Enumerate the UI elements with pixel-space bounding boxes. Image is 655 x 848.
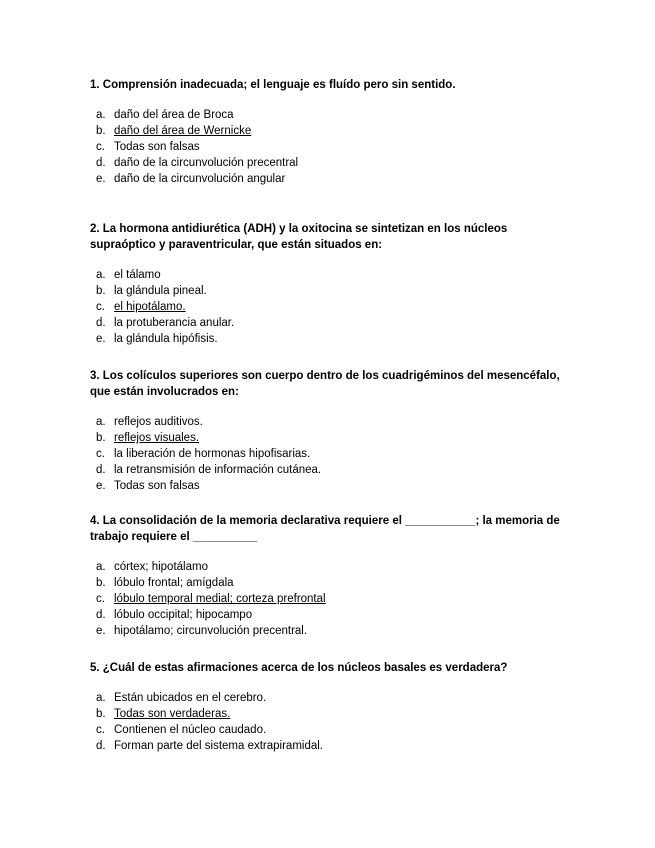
option-text: reflejos auditivos. — [114, 416, 203, 428]
question-text: 3. Los colículos superiores son cuerpo dentro de los cuadrigéminos del mesencéfalo, que están involucrados en: — [90, 370, 560, 398]
option-item — [90, 706, 560, 722]
option-letter: b. — [96, 708, 106, 720]
option-text: la protuberancia anular. — [114, 317, 235, 329]
option-letter: d. — [96, 464, 106, 476]
option-text: lóbulo frontal; amígdala — [114, 577, 234, 589]
option-letter: a. — [96, 416, 106, 428]
option-letter: a. — [96, 109, 106, 121]
option-text: daño del área de Broca — [114, 109, 234, 121]
question-2 — [90, 221, 560, 347]
option-list — [90, 690, 560, 754]
option-text: Forman parte del sistema extrapiramidal. — [114, 740, 323, 752]
option-text: la glándula pineal. — [114, 285, 207, 297]
option-item — [90, 559, 560, 575]
option-item — [90, 267, 560, 283]
option-item — [90, 171, 560, 187]
question-3 — [90, 368, 560, 494]
question-4 — [90, 513, 560, 639]
option-text: la retransmisión de información cutánea. — [114, 464, 322, 476]
option-item — [90, 591, 560, 607]
option-letter: e. — [96, 625, 106, 637]
option-letter: c. — [96, 141, 105, 153]
option-letter: b. — [96, 125, 106, 137]
option-list — [90, 559, 560, 639]
option-letter: d. — [96, 740, 106, 752]
option-item — [90, 315, 560, 331]
option-text: Todas son falsas — [114, 480, 200, 492]
option-letter: b. — [96, 577, 106, 589]
option-letter: b. — [96, 285, 106, 297]
option-text: la liberación de hormonas hipofisarias. — [114, 448, 311, 460]
option-item — [90, 414, 560, 430]
option-text: lóbulo occipital; hipocampo — [114, 609, 253, 621]
option-item — [90, 139, 560, 155]
option-letter: a. — [96, 561, 106, 573]
option-text-correct: Todas son verdaderas. — [114, 708, 231, 720]
option-item — [90, 283, 560, 299]
option-item — [90, 446, 560, 462]
option-item — [90, 299, 560, 315]
option-letter: e. — [96, 480, 106, 492]
option-text-correct: daño del área de Wernicke — [114, 125, 252, 137]
option-item — [90, 123, 560, 139]
question-text: 4. La consolidación de la memoria declarativa requiere el ___________; la memoria de trabajo requiere el __________ — [90, 515, 560, 543]
option-item — [90, 331, 560, 347]
option-letter: d. — [96, 609, 106, 621]
option-letter: c. — [96, 301, 105, 313]
option-text: Todas son falsas — [114, 141, 200, 153]
option-item — [90, 738, 560, 754]
option-text: Están ubicados en el cerebro. — [114, 692, 267, 704]
option-text: el tálamo — [114, 269, 161, 281]
option-item — [90, 107, 560, 123]
option-item — [90, 462, 560, 478]
option-item — [90, 690, 560, 706]
option-list — [90, 414, 560, 494]
question-text: 2. La hormona antidiurética (ADH) y la oxitocina se sintetizan en los núcleos supraóptico y paraventricular, que están situados en: — [90, 223, 508, 251]
option-letter: d. — [96, 157, 106, 169]
option-item — [90, 155, 560, 171]
option-item — [90, 623, 560, 639]
option-letter: c. — [96, 593, 105, 605]
question-text: 1. Comprensión inadecuada; el lenguaje es fluído pero sin sentido. — [90, 79, 456, 91]
option-list — [90, 267, 560, 347]
option-letter: c. — [96, 724, 105, 736]
option-letter: c. — [96, 448, 105, 460]
option-letter: e. — [96, 333, 106, 345]
option-text: hipotálamo; circunvolución precentral. — [114, 625, 308, 637]
option-letter: a. — [96, 692, 106, 704]
option-item — [90, 607, 560, 623]
question-5 — [90, 660, 560, 754]
option-letter: d. — [96, 317, 106, 329]
option-text-correct: lóbulo temporal medial; corteza prefrontal — [114, 593, 326, 605]
option-item — [90, 478, 560, 494]
option-item — [90, 722, 560, 738]
option-text: Contienen el núcleo caudado. — [114, 724, 267, 736]
option-text: daño de la circunvolución angular — [114, 173, 286, 185]
option-text-correct: el hipotálamo. — [114, 301, 186, 313]
option-item — [90, 575, 560, 591]
question-1 — [90, 77, 560, 187]
option-list — [90, 107, 560, 187]
option-text: córtex; hipotálamo — [114, 561, 208, 573]
option-text: la glándula hipófisis. — [114, 333, 218, 345]
question-text: 5. ¿Cuál de estas afirmaciones acerca de los núcleos basales es verdadera? — [90, 662, 508, 674]
option-letter: b. — [96, 432, 106, 444]
option-letter: a. — [96, 269, 106, 281]
option-text-correct: reflejos visuales. — [114, 432, 200, 444]
option-letter: e. — [96, 173, 106, 185]
option-text: daño de la circunvolución precentral — [114, 157, 299, 169]
option-item — [90, 430, 560, 446]
